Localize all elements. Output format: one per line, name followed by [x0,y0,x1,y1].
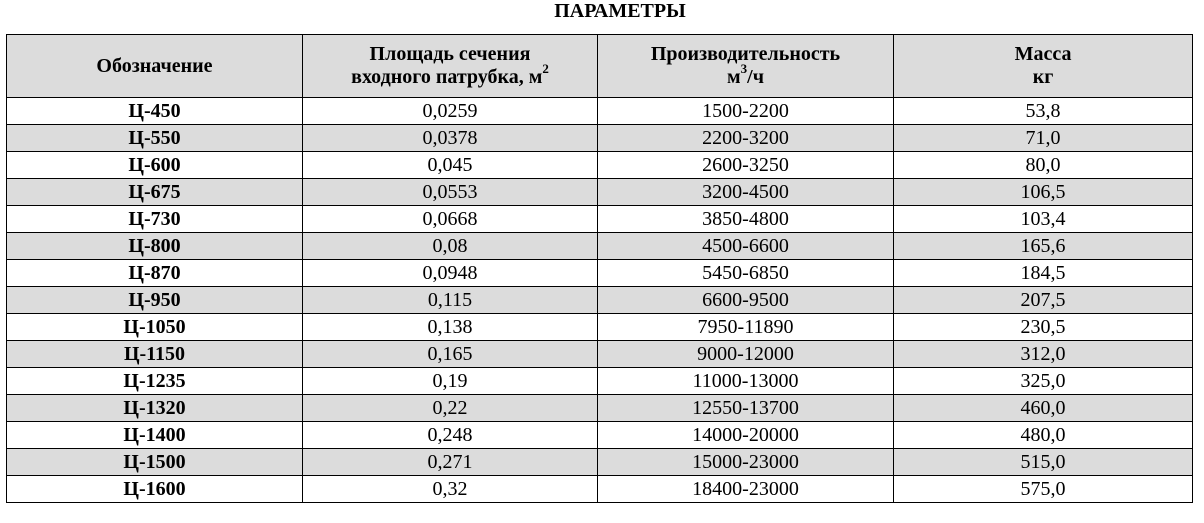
table-row [7,98,1193,125]
header-area-line2-wrap [303,61,597,89]
cell-mass: 106,5 [894,179,1193,206]
cell-capacity: 2600-3250 [598,152,894,179]
cell-capacity: 5450-6850 [598,260,894,287]
cell-designation: Ц-1400 [7,422,303,449]
cell-capacity: 14000-20000 [598,422,894,449]
cell-designation: Ц-450 [7,98,303,125]
header-mass [894,35,1193,98]
cell-capacity: 11000-13000 [598,368,894,395]
header-capacity-unit-suffix: /ч [747,66,764,88]
cell-designation: Ц-1235 [7,368,303,395]
table-row [7,449,1193,476]
table-row [7,152,1193,179]
cell-capacity: 1500-2200 [598,98,894,125]
cell-capacity: 9000-12000 [598,341,894,368]
cell-mass: 515,0 [894,449,1193,476]
table-row [7,395,1193,422]
cell-capacity: 4500-6600 [598,233,894,260]
header-mass-line1: Масса [1014,43,1072,65]
table-row [7,287,1193,314]
cell-capacity: 18400-23000 [598,476,894,503]
cell-area: 0,08 [303,233,598,260]
cell-mass: 103,4 [894,206,1193,233]
table-body [7,98,1193,503]
cell-area: 0,22 [303,395,598,422]
cell-mass: 325,0 [894,368,1193,395]
cell-capacity: 12550-13700 [598,395,894,422]
cell-capacity: 3850-4800 [598,206,894,233]
header-designation [7,35,303,98]
table-row [7,314,1193,341]
cell-mass: 230,5 [894,314,1193,341]
cell-mass: 575,0 [894,476,1193,503]
table-row [7,125,1193,152]
header-capacity [598,35,894,98]
cell-capacity: 2200-3200 [598,125,894,152]
cell-area: 0,0948 [303,260,598,287]
cell-designation: Ц-1600 [7,476,303,503]
table-row [7,476,1193,503]
header-capacity-line1: Производительность [650,43,841,65]
cell-area: 0,0259 [303,98,598,125]
cell-area: 0,0378 [303,125,598,152]
header-row [7,35,1193,98]
table-header [7,35,1193,98]
cell-mass: 165,6 [894,233,1193,260]
cell-capacity: 6600-9500 [598,287,894,314]
cell-designation: Ц-950 [7,287,303,314]
table-row [7,422,1193,449]
cell-designation: Ц-550 [7,125,303,152]
cell-mass: 184,5 [894,260,1193,287]
cell-area: 0,32 [303,476,598,503]
table-row [7,206,1193,233]
cell-capacity: 7950-11890 [598,314,894,341]
cell-designation: Ц-1500 [7,449,303,476]
cell-mass: 207,5 [894,287,1193,314]
header-capacity-unit [598,61,893,89]
cell-area: 0,0553 [303,179,598,206]
header-designation-label: Обозначение [96,54,213,77]
cell-mass: 480,0 [894,422,1193,449]
cell-designation: Ц-675 [7,179,303,206]
cell-area: 0,19 [303,368,598,395]
header-area-line2: входного патрубка, м [351,66,543,88]
cell-designation: Ц-800 [7,233,303,260]
cell-area: 0,138 [303,314,598,341]
cell-designation: Ц-870 [7,260,303,287]
table-row [7,233,1193,260]
cell-mass: 80,0 [894,152,1193,179]
parameters-table [6,34,1193,503]
table-row [7,179,1193,206]
header-area-line1: Площадь сечения [369,43,531,65]
cell-capacity: 15000-23000 [598,449,894,476]
table-row [7,341,1193,368]
cell-area: 0,271 [303,449,598,476]
table-row [7,368,1193,395]
header-inlet-area [303,35,598,98]
cell-mass: 71,0 [894,125,1193,152]
cell-capacity: 3200-4500 [598,179,894,206]
cell-area: 0,248 [303,422,598,449]
table-row [7,260,1193,287]
cell-mass: 312,0 [894,341,1193,368]
header-area-sup: 2 [542,61,549,77]
cell-area: 0,115 [303,287,598,314]
page-title: ПАРАМЕТРЫ [554,0,686,22]
cell-mass: 460,0 [894,395,1193,422]
cell-area: 0,165 [303,341,598,368]
cell-designation: Ц-600 [7,152,303,179]
cell-designation: Ц-730 [7,206,303,233]
cell-designation: Ц-1150 [7,341,303,368]
cell-area: 0,045 [303,152,598,179]
cell-mass: 53,8 [894,98,1193,125]
cell-area: 0,0668 [303,206,598,233]
header-capacity-unit-prefix: м [727,66,741,88]
cell-designation: Ц-1050 [7,314,303,341]
header-mass-line2: кг [1032,66,1054,88]
header-capacity-unit-sup: 3 [740,61,748,77]
cell-designation: Ц-1320 [7,395,303,422]
